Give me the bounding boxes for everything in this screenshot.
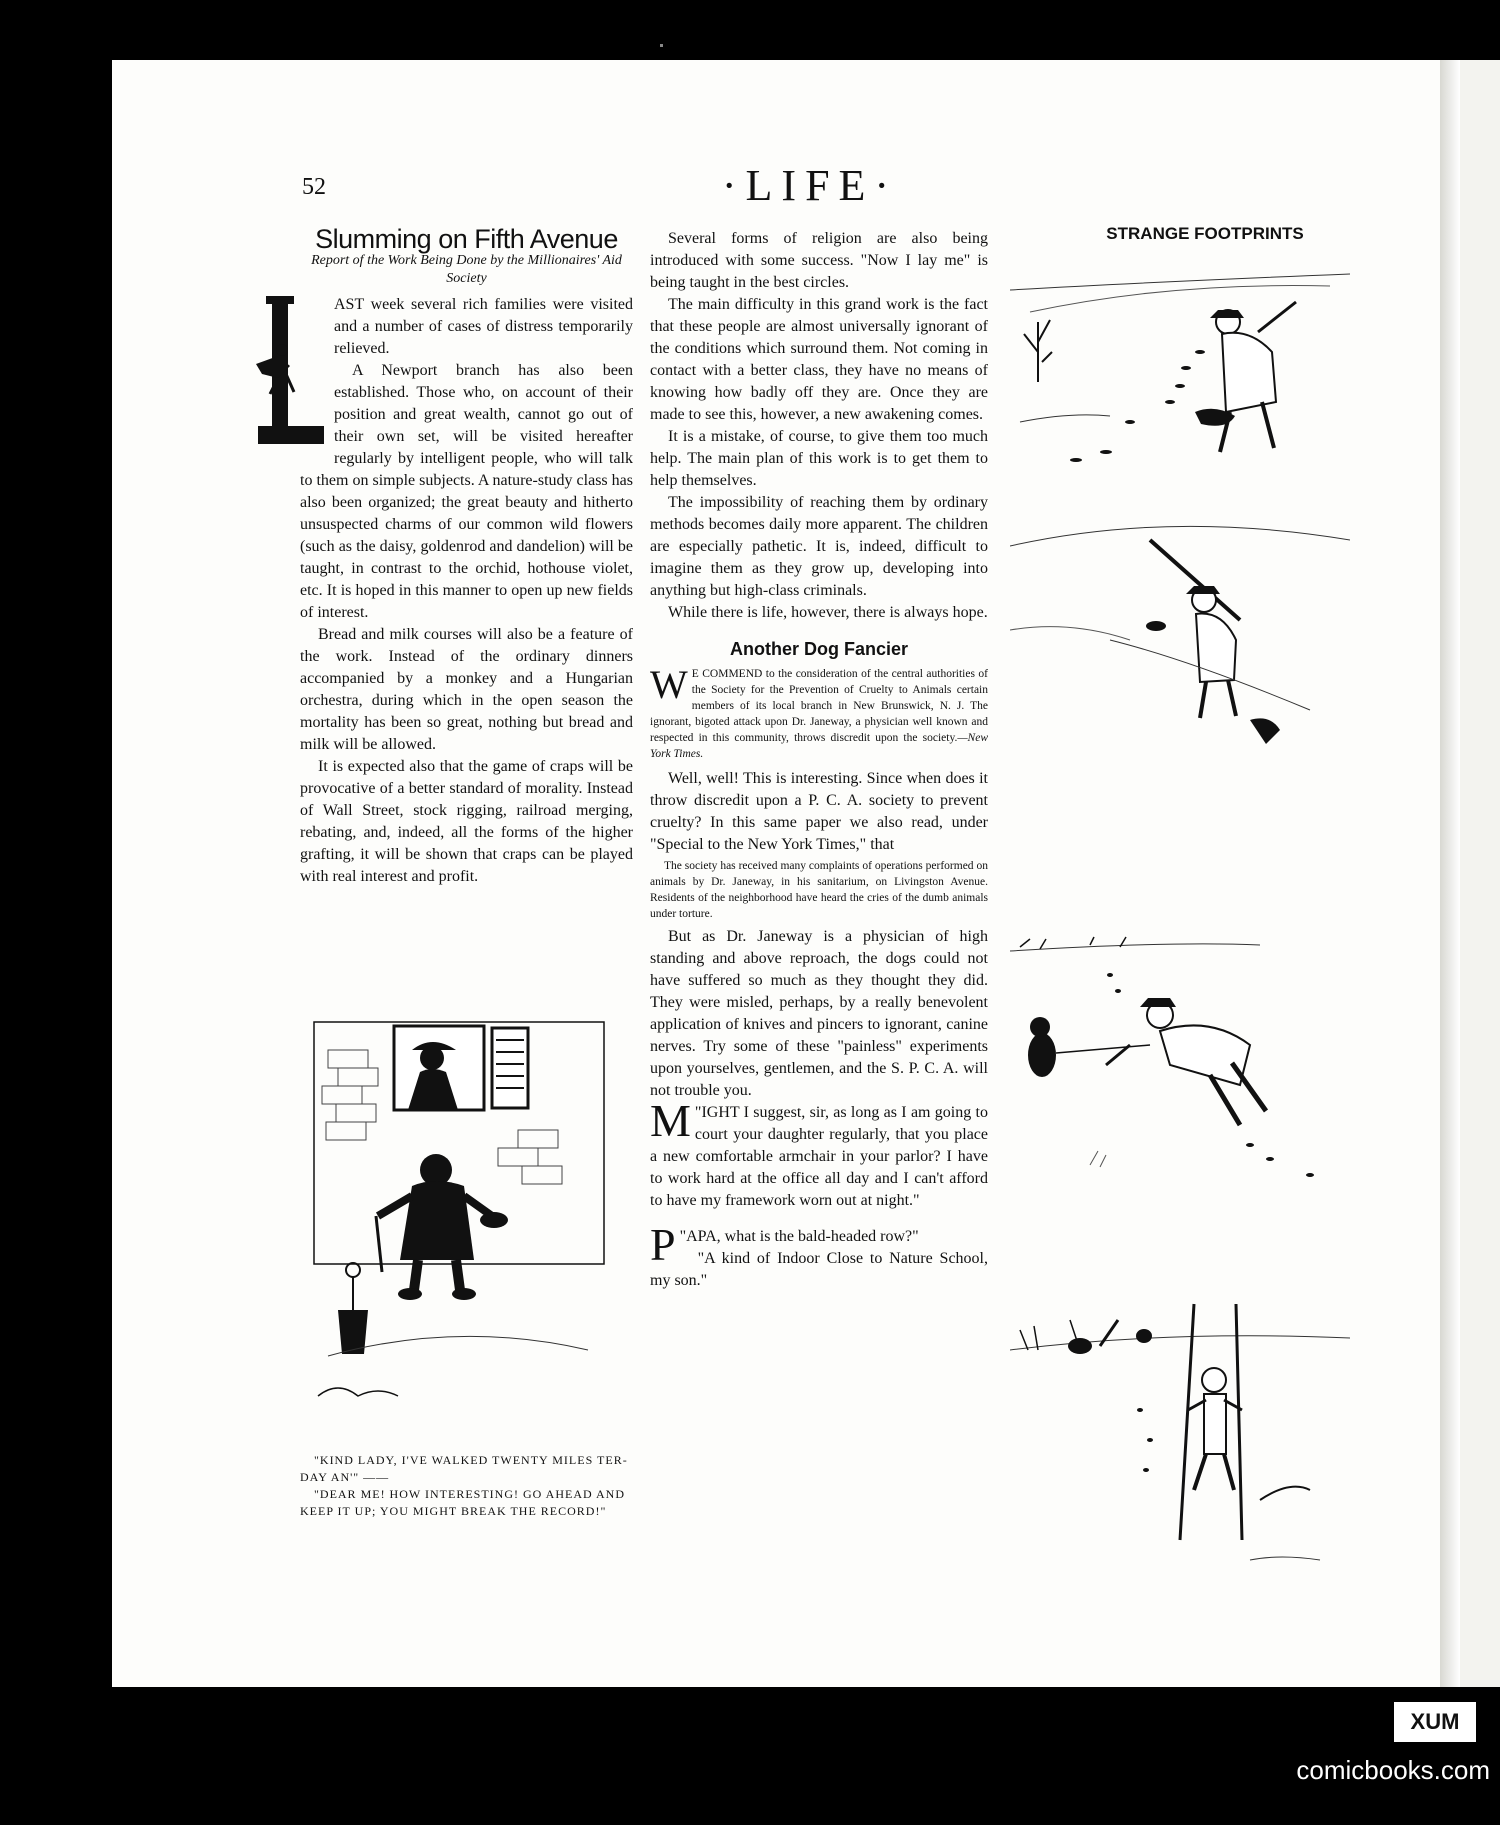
article-paragraph: The main difficulty in this grand work is the fact that these people are almost universally ignorant of the conditions which surround them. Not coming in contact with a better class, they have no means of knowing how badly off they are. Once they are made to see this, however, a new awakening comes. xyxy=(650,296,988,423)
article-paragraph: The impossibility of reaching them by ordinary methods becomes daily more apparent. The children are especially pathetic. It is, indeed, difficult to imagine them as they grow up, developing into anything but high-class criminals. xyxy=(650,494,988,599)
anecdote-reply: "A kind of Indoor Close to Nature School, my son." xyxy=(650,1250,988,1289)
caption-line-2: "DEAR ME! HOW INTERESTING! GO AHEAD AND KEEP IT UP; YOU MIGHT BREAK THE RECORD!" xyxy=(300,1487,625,1518)
anecdote-initial: P xyxy=(650,1219,676,1270)
anecdote-1 xyxy=(650,1095,988,1212)
strip-panel-1 xyxy=(1010,262,1350,492)
column-middle xyxy=(650,228,988,1292)
article-paragraph: It is expected also that the game of craps will be provocative of a better standard of morality. Instead of Wall Street, stock rigging, railroad merging, rebating, and, indeed, all the forms of the higher grafting, it will be shown that craps can be played with real interest and profit. xyxy=(300,758,633,885)
newspaper-quote-2: The society has received many complaints of operations performed on animals by Dr. Janeway, in his sanitarium, on Livingston Avenue. Residents of the neighborhood have heard the cries of the dumb animals under torture. xyxy=(650,860,988,920)
article-paragraph: But as Dr. Janeway is a physician of high standing and above reproach, the dogs could not have suffered so much as they thought they did. They were misled, perhaps, by a really benevolent application of knives and pincers to ignorant, canine nerves. Try some of these "painless" experiments upon yourselves, gentlemen, and the S. P. C. A. will not trouble you. xyxy=(650,928,988,1099)
article-paragraph: A Newport branch has also been established. Those who, on account of their position and great wealth, cannot go out of their own set, will be visited hereafter regularly by intelligent people, who will talk to them on simple subjects. A nature-study class has also been organized; the great beauty and hitherto unsuspected charms of our common wild flowers (such as the daisy, goldenrod and dandelion) will be taught, in contrast to the orchid, hothouse violet, etc. It is hoped in this manner to open up new fields of interest. xyxy=(300,362,633,621)
page-number: 52 xyxy=(302,174,326,200)
strip-panel-3 xyxy=(1010,935,1350,1205)
column-left xyxy=(300,224,633,888)
masthead: ·LIFE· xyxy=(721,161,899,210)
scan-speck xyxy=(660,44,663,47)
caption-line-1: "KIND LADY, I'VE WALKED TWENTY MILES TER-DAY AN'" —— xyxy=(300,1453,628,1484)
article-paragraph: Bread and milk courses will also be a feature of the work. Instead of the ordinary dinners accompanied by a monkey and a Hungarian orchestra, during which in the open season the mortality has been so great, nothing but bread and milk will be allowed. xyxy=(300,626,633,753)
anecdote-initial: M xyxy=(650,1095,691,1146)
site-name: comicbooks.com xyxy=(1296,1755,1490,1785)
strip-panel-2 xyxy=(1010,510,1350,760)
decorative-initial-L xyxy=(248,294,328,454)
section-title: Another Dog Fancier xyxy=(729,639,908,659)
adjacent-page xyxy=(1460,60,1500,1687)
open-quote: " xyxy=(694,1104,702,1121)
open-quote: " xyxy=(679,1228,687,1245)
article-paragraph: While there is life, however, there is always hope. xyxy=(668,604,988,621)
article-paragraph: Several forms of religion are also being introduced with some success. "Now I lay me" is being taught in the best circles. xyxy=(650,230,988,291)
quote-text: E COMMEND to the consideration of the central authorities of the Society for the Prevention of Cruelty to Animals certain members of its local branch in New Brunswick, N. J. The ignorant, bigoted attack upon Dr. Janeway, a physician well known and respected in this community, throws discredit upon the society. xyxy=(650,668,988,744)
cartoon-caption xyxy=(300,1452,630,1520)
cartoon-illustration xyxy=(308,1020,608,1436)
newspaper-quote xyxy=(650,662,988,762)
anecdote-text: APA, what is the bald-headed row?" xyxy=(686,1228,919,1245)
quote-source: —New York Times. xyxy=(650,732,988,760)
anecdote-text: IGHT I suggest, sir, as long as I am going to court your daughter regularly, that you place a new comfortable armchair in your parlor? I have to work hard at the office all day and I can't afford to have my framework worn out at night." xyxy=(650,1104,988,1209)
page-gutter xyxy=(1440,60,1460,1687)
quote-initial: W xyxy=(650,662,688,707)
article-subtitle: Report of the Work Being Done by the Millionaires' Aid Society xyxy=(311,253,622,286)
article-title: Slumming on Fifth Avenue xyxy=(315,224,618,254)
article-paragraph: AST week several rich families were visited and a number of cases of distress temporarily relieved. xyxy=(334,296,633,357)
article-paragraph: Well, well! This is interesting. Since when does it throw discredit upon a P. C. A. society to prevent cruelty? In this same paper we also read, under "Special to the New York Times," that xyxy=(650,770,988,853)
strip-title: STRANGE FOOTPRINTS xyxy=(1106,224,1304,243)
strip-panel-4 xyxy=(1010,1290,1350,1570)
article-paragraph: It is a mistake, of course, to give them too much help. The main plan of this work is to get them to help themselves. xyxy=(650,428,988,489)
site-badge: XUM xyxy=(1392,1700,1478,1744)
